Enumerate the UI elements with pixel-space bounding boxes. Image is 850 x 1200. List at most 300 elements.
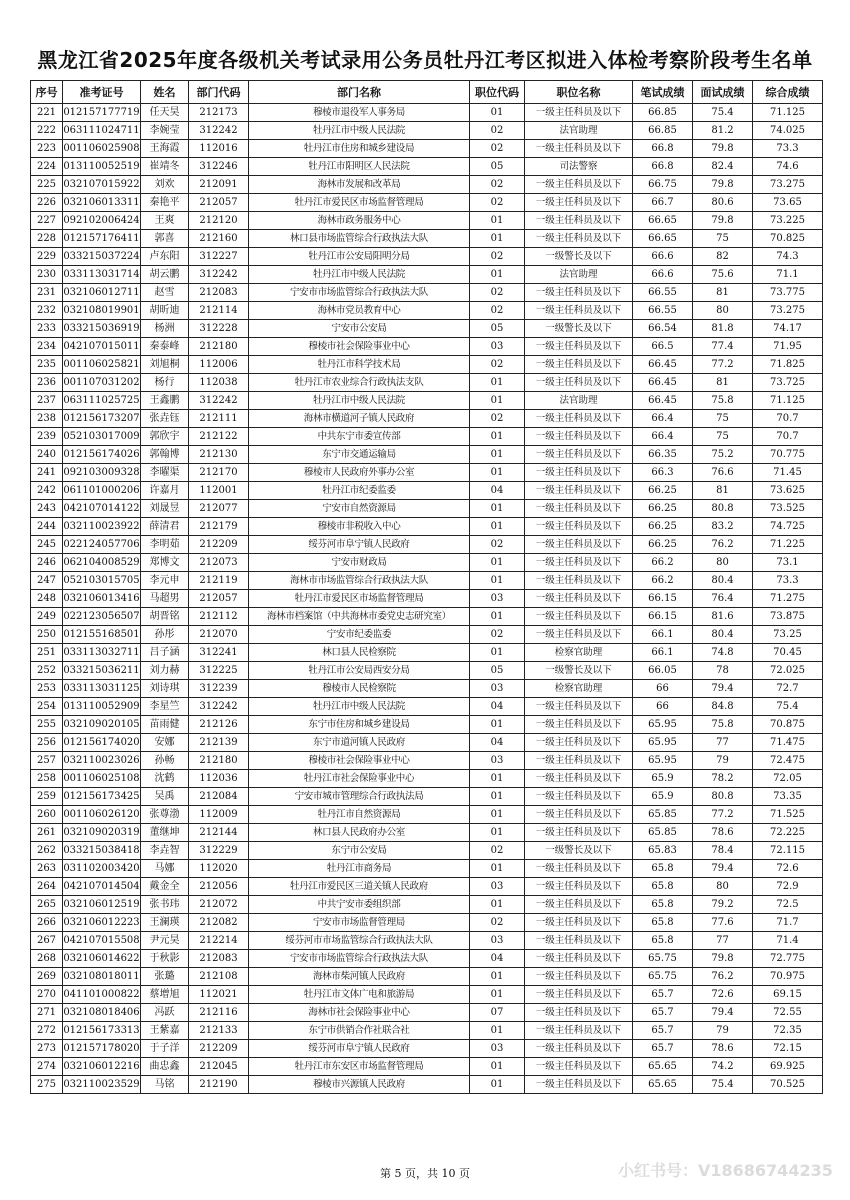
cell-name: 尹元昊 (141, 932, 189, 950)
cell-written-score: 66.1 (633, 626, 693, 644)
cell-dept-code: 312229 (189, 842, 249, 860)
cell-seq: 233 (31, 320, 63, 338)
cell-interview-score: 76.2 (693, 536, 753, 554)
cell-written-score: 66.2 (633, 572, 693, 590)
cell-name: 胡云鹏 (141, 266, 189, 284)
cell-written-score: 66.75 (633, 176, 693, 194)
table-row (31, 1022, 823, 1040)
cell-pos-name: 法官助理 (525, 122, 633, 140)
cell-dept-name: 宁安市市场监管综合行政执法大队 (249, 284, 470, 302)
cell-dept-name: 东宁市道河镇人民政府 (249, 734, 470, 752)
cell-dept-code: 212057 (189, 194, 249, 212)
cell-interview-score: 78.2 (693, 770, 753, 788)
cell-exam-id: 042107015011 (63, 338, 141, 356)
cell-exam-id: 001106025908 (63, 140, 141, 158)
cell-pos-name: 一级主任科员及以下 (525, 554, 633, 572)
cell-seq: 237 (31, 392, 63, 410)
cell-interview-score: 79.8 (693, 140, 753, 158)
cell-pos-code: 02 (470, 302, 525, 320)
watermark: 小红书号：V18686744235 (618, 1161, 833, 1180)
cell-seq: 254 (31, 698, 63, 716)
cell-written-score: 65.7 (633, 1004, 693, 1022)
cell-dept-name: 中共东宁市委宣传部 (249, 428, 470, 446)
cell-seq: 260 (31, 806, 63, 824)
table-row (31, 374, 823, 392)
cell-pos-code: 01 (470, 986, 525, 1004)
cell-written-score: 65.8 (633, 878, 693, 896)
cell-exam-id: 032106012216 (63, 1058, 141, 1076)
cell-pos-name: 一级主任科员及以下 (525, 374, 633, 392)
cell-name: 于秋影 (141, 950, 189, 968)
cell-exam-id: 032107015922 (63, 176, 141, 194)
cell-exam-id: 033215036919 (63, 320, 141, 338)
cell-total-score: 70.45 (753, 644, 823, 662)
cell-seq: 232 (31, 302, 63, 320)
cell-pos-name: 一级主任科员及以下 (525, 932, 633, 950)
column-header-name: 姓名 (141, 81, 189, 104)
cell-dept-name: 宁安市自然资源局 (249, 500, 470, 518)
cell-exam-id: 033113032711 (63, 644, 141, 662)
cell-pos-code: 01 (470, 860, 525, 878)
cell-dept-code: 112009 (189, 806, 249, 824)
table-row (31, 248, 823, 266)
cell-exam-id: 012155168501 (63, 626, 141, 644)
results-table (30, 80, 823, 1094)
table-row (31, 176, 823, 194)
cell-total-score: 69.15 (753, 986, 823, 1004)
cell-exam-id: 063111025725 (63, 392, 141, 410)
cell-seq: 248 (31, 590, 63, 608)
cell-pos-name: 一级主任科员及以下 (525, 1040, 633, 1058)
cell-interview-score: 81 (693, 482, 753, 500)
cell-pos-name: 一级主任科员及以下 (525, 230, 633, 248)
cell-dept-name: 牡丹江市科学技术局 (249, 356, 470, 374)
cell-seq: 273 (31, 1040, 63, 1058)
cell-interview-score: 80 (693, 302, 753, 320)
cell-name: 王海霞 (141, 140, 189, 158)
cell-dept-code: 212056 (189, 878, 249, 896)
cell-seq: 269 (31, 968, 63, 986)
cell-name: 郭翰博 (141, 446, 189, 464)
cell-dept-code: 212170 (189, 464, 249, 482)
page-footer: 第 5 页，共 10 页 (380, 1167, 470, 1180)
cell-pos-code: 01 (470, 446, 525, 464)
cell-name: 卢东阳 (141, 248, 189, 266)
cell-total-score: 70.975 (753, 968, 823, 986)
cell-dept-name: 宁安市纪委监委 (249, 626, 470, 644)
cell-dept-name: 牡丹江市爱民区三道关镇人民政府 (249, 878, 470, 896)
cell-name: 王爽 (141, 212, 189, 230)
cell-dept-code: 212126 (189, 716, 249, 734)
cell-seq: 257 (31, 752, 63, 770)
cell-pos-name: 一级主任科员及以下 (525, 356, 633, 374)
table-row (31, 266, 823, 284)
cell-name: 张尊渤 (141, 806, 189, 824)
cell-pos-code: 01 (470, 464, 525, 482)
cell-interview-score: 80.4 (693, 626, 753, 644)
cell-seq: 231 (31, 284, 63, 302)
cell-dept-code: 212077 (189, 500, 249, 518)
cell-total-score: 71.4 (753, 932, 823, 950)
cell-total-score: 72.225 (753, 824, 823, 842)
table-row (31, 770, 823, 788)
cell-interview-score: 82.4 (693, 158, 753, 176)
cell-dept-code: 312225 (189, 662, 249, 680)
cell-total-score: 71.275 (753, 590, 823, 608)
cell-pos-code: 02 (470, 284, 525, 302)
cell-pos-name: 一级警长及以下 (525, 248, 633, 266)
cell-written-score: 66.05 (633, 662, 693, 680)
cell-dept-name: 宁安市公安局 (249, 320, 470, 338)
cell-seq: 228 (31, 230, 63, 248)
table-row (31, 716, 823, 734)
cell-interview-score: 84.8 (693, 698, 753, 716)
cell-dept-code: 212072 (189, 896, 249, 914)
cell-dept-name: 牡丹江市商务局 (249, 860, 470, 878)
cell-pos-name: 一级主任科员及以下 (525, 518, 633, 536)
cell-seq: 252 (31, 662, 63, 680)
cell-written-score: 66.25 (633, 536, 693, 554)
cell-pos-name: 一级主任科员及以下 (525, 770, 633, 788)
cell-name: 李星竺 (141, 698, 189, 716)
table-row (31, 644, 823, 662)
cell-seq: 272 (31, 1022, 63, 1040)
cell-pos-code: 01 (470, 1022, 525, 1040)
cell-interview-score: 80.4 (693, 572, 753, 590)
cell-dept-code: 312246 (189, 158, 249, 176)
cell-written-score: 65.9 (633, 770, 693, 788)
cell-pos-code: 02 (470, 842, 525, 860)
cell-name: 李曜渠 (141, 464, 189, 482)
cell-pos-code: 01 (470, 644, 525, 662)
cell-dept-code: 212139 (189, 734, 249, 752)
cell-total-score: 73.275 (753, 302, 823, 320)
cell-pos-name: 一级主任科员及以下 (525, 464, 633, 482)
page-title: 黑龙江省2025年度各级机关考试录用公务员牡丹江考区拟进入体检考察阶段考生名单 (37, 48, 813, 72)
cell-pos-code: 03 (470, 590, 525, 608)
cell-dept-name: 绥芬河市阜宁镇人民政府 (249, 1040, 470, 1058)
cell-written-score: 65.9 (633, 788, 693, 806)
cell-interview-score: 81 (693, 284, 753, 302)
cell-pos-name: 一级主任科员及以下 (525, 698, 633, 716)
cell-written-score: 65.65 (633, 1058, 693, 1076)
cell-name: 戴金全 (141, 878, 189, 896)
cell-name: 杨洲 (141, 320, 189, 338)
cell-exam-id: 033215037224 (63, 248, 141, 266)
cell-pos-name: 一级主任科员及以下 (525, 536, 633, 554)
cell-dept-code: 212091 (189, 176, 249, 194)
cell-pos-code: 01 (470, 500, 525, 518)
cell-total-score: 71.125 (753, 104, 823, 122)
cell-exam-id: 012157177719 (63, 104, 141, 122)
cell-dept-name: 海林市政务服务中心 (249, 212, 470, 230)
cell-name: 冯跃 (141, 1004, 189, 1022)
cell-interview-score: 81.2 (693, 122, 753, 140)
cell-name: 张书玮 (141, 896, 189, 914)
cell-pos-code: 02 (470, 176, 525, 194)
cell-dept-code: 212045 (189, 1058, 249, 1076)
cell-seq: 236 (31, 374, 63, 392)
cell-name: 秦艳平 (141, 194, 189, 212)
table-row (31, 932, 823, 950)
cell-pos-name: 一级主任科员及以下 (525, 140, 633, 158)
cell-seq: 243 (31, 500, 63, 518)
cell-dept-code: 212144 (189, 824, 249, 842)
table-row (31, 446, 823, 464)
table-row (31, 626, 823, 644)
table-row (31, 194, 823, 212)
cell-pos-name: 一级主任科员及以下 (525, 914, 633, 932)
cell-written-score: 65.75 (633, 950, 693, 968)
cell-dept-code: 112006 (189, 356, 249, 374)
cell-name: 任天昊 (141, 104, 189, 122)
cell-interview-score: 77.2 (693, 356, 753, 374)
cell-name: 郭欣宇 (141, 428, 189, 446)
cell-written-score: 66.45 (633, 356, 693, 374)
cell-exam-id: 032110023529 (63, 1076, 141, 1094)
cell-written-score: 65.95 (633, 716, 693, 734)
cell-pos-code: 01 (470, 788, 525, 806)
cell-pos-code: 03 (470, 338, 525, 356)
cell-seq: 221 (31, 104, 63, 122)
cell-dept-name: 牡丹江市公安局西安分局 (249, 662, 470, 680)
cell-name: 董继坤 (141, 824, 189, 842)
cell-seq: 242 (31, 482, 63, 500)
cell-seq: 271 (31, 1004, 63, 1022)
table-row (31, 1004, 823, 1022)
cell-pos-code: 03 (470, 932, 525, 950)
table-row (31, 950, 823, 968)
cell-written-score: 65.85 (633, 824, 693, 842)
cell-pos-name: 一级主任科员及以下 (525, 104, 633, 122)
cell-pos-code: 02 (470, 626, 525, 644)
cell-interview-score: 75.2 (693, 446, 753, 464)
cell-interview-score: 79 (693, 1022, 753, 1040)
cell-dept-code: 312227 (189, 248, 249, 266)
cell-seq: 245 (31, 536, 63, 554)
cell-dept-name: 牡丹江市住房和城乡建设局 (249, 140, 470, 158)
cell-name: 沈鹤 (141, 770, 189, 788)
table-row (31, 806, 823, 824)
cell-seq: 265 (31, 896, 63, 914)
cell-dept-code: 212084 (189, 788, 249, 806)
cell-dept-code: 312241 (189, 644, 249, 662)
cell-name: 马铭 (141, 1076, 189, 1094)
cell-dept-code: 112036 (189, 770, 249, 788)
cell-pos-code: 01 (470, 212, 525, 230)
cell-dept-name: 牡丹江市纪委监委 (249, 482, 470, 500)
cell-total-score: 72.55 (753, 1004, 823, 1022)
cell-written-score: 66.85 (633, 122, 693, 140)
cell-total-score: 72.15 (753, 1040, 823, 1058)
cell-written-score: 66 (633, 698, 693, 716)
cell-seq: 239 (31, 428, 63, 446)
cell-name: 曲忠鑫 (141, 1058, 189, 1076)
cell-exam-id: 032106013416 (63, 590, 141, 608)
cell-total-score: 73.3 (753, 572, 823, 590)
cell-pos-name: 一级主任科员及以下 (525, 860, 633, 878)
cell-pos-code: 01 (470, 1076, 525, 1094)
cell-name: 秦泰峰 (141, 338, 189, 356)
cell-dept-name: 林口县人民检察院 (249, 644, 470, 662)
cell-interview-score: 79.4 (693, 1004, 753, 1022)
table-row (31, 320, 823, 338)
cell-dept-code: 312242 (189, 392, 249, 410)
cell-name: 吴禹 (141, 788, 189, 806)
cell-interview-score: 77 (693, 734, 753, 752)
cell-pos-code: 01 (470, 968, 525, 986)
cell-total-score: 73.1 (753, 554, 823, 572)
table-header-row (31, 81, 823, 104)
cell-dept-name: 中共宁安市委组织部 (249, 896, 470, 914)
cell-interview-score: 80 (693, 878, 753, 896)
cell-seq: 249 (31, 608, 63, 626)
cell-seq: 268 (31, 950, 63, 968)
cell-seq: 230 (31, 266, 63, 284)
cell-exam-id: 022123056507 (63, 608, 141, 626)
cell-interview-score: 74.8 (693, 644, 753, 662)
cell-dept-code: 212116 (189, 1004, 249, 1022)
cell-name: 安娜 (141, 734, 189, 752)
cell-pos-name: 一级主任科员及以下 (525, 194, 633, 212)
cell-written-score: 65.8 (633, 932, 693, 950)
cell-pos-code: 01 (470, 230, 525, 248)
cell-written-score: 66.45 (633, 374, 693, 392)
cell-pos-code: 01 (470, 374, 525, 392)
cell-pos-code: 01 (470, 1058, 525, 1076)
column-header-pos-name: 职位名称 (525, 81, 633, 104)
cell-dept-name: 牡丹江市公安局阳明分局 (249, 248, 470, 266)
cell-name: 王紫嘉 (141, 1022, 189, 1040)
cell-interview-score: 75 (693, 230, 753, 248)
cell-pos-code: 01 (470, 806, 525, 824)
cell-dept-code: 212209 (189, 1040, 249, 1058)
cell-interview-score: 77.6 (693, 914, 753, 932)
cell-seq: 229 (31, 248, 63, 266)
table-row (31, 428, 823, 446)
cell-total-score: 70.7 (753, 428, 823, 446)
cell-exam-id: 012157178020 (63, 1040, 141, 1058)
cell-total-score: 74.025 (753, 122, 823, 140)
cell-pos-code: 02 (470, 536, 525, 554)
table-body (31, 104, 823, 1094)
cell-interview-score: 79.8 (693, 950, 753, 968)
cell-dept-code: 312242 (189, 698, 249, 716)
cell-written-score: 66.65 (633, 212, 693, 230)
cell-total-score: 72.7 (753, 680, 823, 698)
table-row (31, 392, 823, 410)
cell-pos-name: 一级警长及以下 (525, 320, 633, 338)
cell-seq: 267 (31, 932, 63, 950)
cell-dept-name: 东宁市公安局 (249, 842, 470, 860)
cell-name: 孙畅 (141, 752, 189, 770)
table-row (31, 842, 823, 860)
cell-written-score: 65.7 (633, 1040, 693, 1058)
cell-total-score: 72.025 (753, 662, 823, 680)
cell-written-score: 65.65 (633, 1076, 693, 1094)
cell-exam-id: 041101000822 (63, 986, 141, 1004)
cell-seq: 263 (31, 860, 63, 878)
cell-written-score: 66.25 (633, 482, 693, 500)
cell-name: 孙彤 (141, 626, 189, 644)
cell-written-score: 66.45 (633, 392, 693, 410)
cell-dept-name: 宁安市财政局 (249, 554, 470, 572)
cell-pos-code: 05 (470, 320, 525, 338)
cell-dept-name: 牡丹江市文体广电和旅游局 (249, 986, 470, 1004)
cell-pos-name: 一级主任科员及以下 (525, 752, 633, 770)
cell-pos-code: 02 (470, 122, 525, 140)
table-row (31, 986, 823, 1004)
cell-dept-name: 牡丹江市自然资源局 (249, 806, 470, 824)
cell-dept-name: 穆棱市兴源镇人民政府 (249, 1076, 470, 1094)
cell-exam-id: 001106025821 (63, 356, 141, 374)
cell-pos-code: 03 (470, 680, 525, 698)
cell-seq: 244 (31, 518, 63, 536)
cell-dept-name: 牡丹江市中级人民法院 (249, 392, 470, 410)
cell-written-score: 65.8 (633, 896, 693, 914)
table-row (31, 140, 823, 158)
cell-name: 李明茹 (141, 536, 189, 554)
cell-dept-name: 海林市市场监管综合行政执法大队 (249, 572, 470, 590)
cell-exam-id: 032109020319 (63, 824, 141, 842)
cell-written-score: 66.54 (633, 320, 693, 338)
cell-dept-code: 212114 (189, 302, 249, 320)
cell-seq: 264 (31, 878, 63, 896)
cell-pos-name: 一级主任科员及以下 (525, 878, 633, 896)
cell-total-score: 73.525 (753, 500, 823, 518)
cell-exam-id: 063111024711 (63, 122, 141, 140)
cell-name: 马娜 (141, 860, 189, 878)
cell-dept-code: 212160 (189, 230, 249, 248)
cell-total-score: 72.9 (753, 878, 823, 896)
cell-total-score: 73.775 (753, 284, 823, 302)
cell-interview-score: 75.4 (693, 104, 753, 122)
cell-name: 蔡增旭 (141, 986, 189, 1004)
cell-dept-name: 穆棱市退役军人事务局 (249, 104, 470, 122)
table-row (31, 968, 823, 986)
cell-pos-name: 司法警察 (525, 158, 633, 176)
cell-exam-id: 012156174026 (63, 446, 141, 464)
cell-name: 胡昕迪 (141, 302, 189, 320)
cell-dept-name: 林口县人民政府办公室 (249, 824, 470, 842)
cell-seq: 238 (31, 410, 63, 428)
cell-pos-code: 01 (470, 770, 525, 788)
cell-seq: 259 (31, 788, 63, 806)
cell-name: 刘旭桐 (141, 356, 189, 374)
cell-dept-name: 牡丹江市农业综合行政执法支队 (249, 374, 470, 392)
cell-dept-name: 牡丹江市中级人民法院 (249, 698, 470, 716)
cell-written-score: 66.3 (633, 464, 693, 482)
cell-name: 刘诗琪 (141, 680, 189, 698)
cell-dept-name: 绥芬河市阜宁镇人民政府 (249, 536, 470, 554)
column-header-total-score: 综合成绩 (753, 81, 823, 104)
cell-dept-code: 212209 (189, 536, 249, 554)
cell-seq: 235 (31, 356, 63, 374)
cell-written-score: 66.8 (633, 158, 693, 176)
cell-written-score: 66.55 (633, 302, 693, 320)
table-row (31, 212, 823, 230)
table-row (31, 662, 823, 680)
cell-dept-name: 东宁市供销合作社联合社 (249, 1022, 470, 1040)
cell-exam-id: 032108018406 (63, 1004, 141, 1022)
cell-written-score: 66.1 (633, 644, 693, 662)
cell-interview-score: 83.2 (693, 518, 753, 536)
cell-total-score: 72.115 (753, 842, 823, 860)
cell-dept-code: 312242 (189, 266, 249, 284)
cell-seq: 274 (31, 1058, 63, 1076)
cell-interview-score: 76.2 (693, 968, 753, 986)
cell-name: 刘欢 (141, 176, 189, 194)
